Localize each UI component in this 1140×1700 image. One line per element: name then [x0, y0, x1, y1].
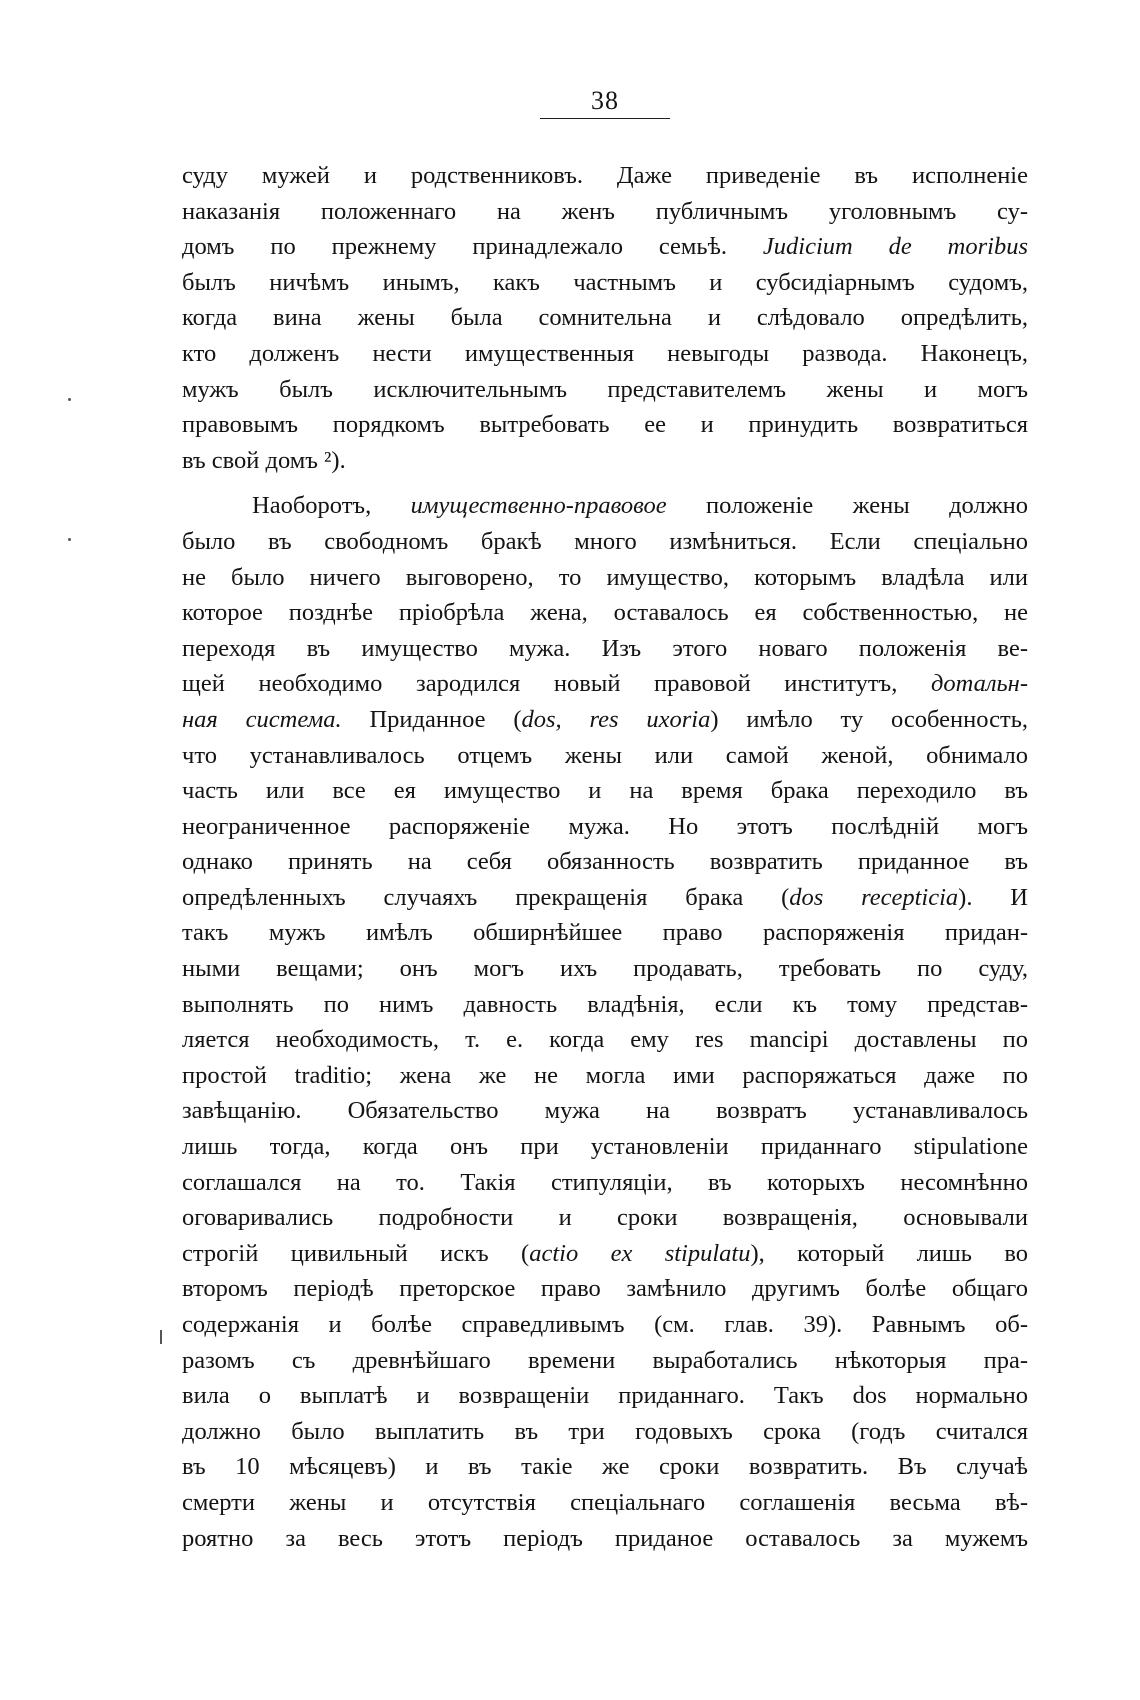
text-run: было въ свободномъ бракѣ много измѣниться. Если спеціально	[182, 527, 1028, 555]
text-line	[182, 524, 1028, 560]
text-line	[182, 229, 1028, 265]
text-run: Приданное (	[341, 705, 522, 733]
text-line	[182, 300, 1028, 336]
text-run: что устанавливалось отцемъ жены или самой женой, обнимало	[182, 741, 1028, 769]
text-line	[182, 443, 1028, 479]
text-line	[182, 738, 1028, 774]
text-run: завѣщанію. Обязательство мужа на возвратъ устанавливалось	[182, 1097, 1028, 1125]
text-line	[182, 987, 1028, 1023]
text-line	[182, 1378, 1028, 1414]
body-text	[182, 158, 1028, 1556]
text-line	[182, 773, 1028, 809]
text-run: въ 10 мѣсяцевъ) и въ такіе же сроки возвратить. Въ случаѣ	[182, 1453, 1028, 1481]
text-line	[182, 702, 1028, 738]
text-line	[182, 158, 1028, 194]
text-run: содержанія и болѣе справедливымъ (см. глав. 39). Равнымъ об-	[182, 1311, 1028, 1338]
text-run: часть или все ея имущество и на время брака переходило въ	[182, 777, 1028, 805]
text-line	[182, 336, 1028, 372]
text-line	[182, 1165, 1028, 1201]
text-line	[182, 1414, 1028, 1450]
text-run: былъ ничѣмъ инымъ, какъ частнымъ и субсидіарнымъ судомъ,	[182, 268, 1028, 296]
text-run: ляется необходимость, т. е. когда ему res mancipi доставлены по	[182, 1026, 1028, 1054]
text-line	[182, 880, 1028, 916]
text-line	[182, 1200, 1028, 1236]
margin-speck	[160, 1330, 162, 1344]
page-number: 38	[591, 86, 619, 115]
text-run: ными вещами; онъ могъ ихъ продавать, требовать по суду,	[182, 955, 1028, 983]
text-line	[182, 1236, 1028, 1272]
italic-run: Judicium de moribus	[762, 233, 1028, 261]
text-line	[182, 915, 1028, 951]
italic-run: dos, res uxoria	[521, 705, 711, 733]
text-run: ). И	[958, 883, 1028, 911]
text-line	[182, 1343, 1028, 1379]
text-line	[182, 1271, 1028, 1307]
italic-run: actio ex stipulatu	[529, 1239, 751, 1267]
margin-speck	[68, 398, 71, 401]
italic-run: имущественно-правовое	[410, 492, 667, 520]
text-run: строгій цивильный искъ (	[182, 1239, 530, 1267]
text-line	[182, 1058, 1028, 1094]
text-run: домъ по прежнему принадлежало семьѣ.	[182, 233, 763, 261]
text-run: неограниченное распоряженіе мужа. Но этотъ послѣдній могъ	[182, 812, 1028, 840]
text-run: опредѣленныхъ случаяхъ прекращенія брака (	[182, 883, 790, 911]
margin-speck	[68, 538, 71, 541]
text-line	[182, 631, 1028, 667]
text-line	[182, 488, 1028, 524]
text-line	[182, 1485, 1028, 1521]
text-line	[182, 951, 1028, 987]
text-line	[182, 194, 1028, 230]
text-run: не было ничего выговорено, то имущество, которымъ владѣла или	[182, 563, 1028, 591]
text-line	[182, 1307, 1028, 1343]
text-line	[182, 809, 1028, 845]
text-line	[182, 1093, 1028, 1129]
italic-run: дотальн-	[930, 670, 1028, 698]
text-run: вила о выплатѣ и возвращеніи приданнаго. Такъ dos нормально	[182, 1382, 1028, 1410]
text-line	[182, 666, 1028, 702]
text-run: второмъ періодѣ преторское право замѣнило другимъ болѣе общаго	[182, 1275, 1028, 1303]
text-run: простой traditio; жена же не могла ими распоряжаться даже по	[182, 1061, 1028, 1089]
text-line	[182, 372, 1028, 408]
italic-run: ная система.	[182, 705, 342, 733]
text-line	[182, 265, 1028, 301]
text-run: однако принять на себя обязанность возвратить приданное въ	[182, 848, 1028, 876]
page-number-rule	[540, 118, 670, 119]
text-run: такъ мужъ имѣлъ обширнѣйшее право распоряженія придан-	[182, 919, 1028, 947]
text-run: ) имѣло ту особенность,	[710, 705, 1028, 733]
text-line	[182, 407, 1028, 443]
text-line	[182, 1449, 1028, 1485]
text-run: суду мужей и родственниковъ. Даже приведеніе въ исполненіе	[182, 162, 1028, 189]
text-line	[182, 560, 1028, 596]
text-run: въ свой домъ ²).	[182, 446, 346, 474]
text-run: которое позднѣе пріобрѣла жена, оставалось ея собственностью, не	[182, 599, 1028, 627]
text-run: правовымъ порядкомъ вытребовать ее и принудить возвратиться	[182, 411, 1028, 439]
text-run: должно было выплатить въ три годовыхъ срока (годъ считался	[182, 1417, 1028, 1445]
text-run: переходя въ имущество мужа. Изъ этого новаго положенія ве-	[182, 634, 1028, 662]
text-line	[182, 1022, 1028, 1058]
text-run: ), который лишь во	[750, 1239, 1028, 1267]
text-run: смерти жены и отсутствія спеціальнаго соглашенія весьма вѣ-	[182, 1488, 1028, 1516]
text-run: кто долженъ нести имущественныя невыгоды развода. Наконецъ,	[182, 339, 1028, 367]
text-run: когда вина жены была сомнительна и слѣдовало опредѣлить,	[182, 304, 1028, 332]
text-run: наказанія положеннаго на женъ публичнымъ уголовнымъ су-	[182, 197, 1028, 225]
text-run: роятно за весь этотъ періодъ приданое оставалось за мужемъ	[182, 1524, 1028, 1552]
text-run: оговаривались подробности и сроки возвращенія, основывали	[182, 1204, 1028, 1232]
text-line	[182, 1129, 1028, 1165]
text-run: Наоборотъ,	[252, 492, 411, 520]
text-run: выполнять по нимъ давность владѣнія, если къ тому представ-	[182, 990, 1028, 1018]
text-run: разомъ съ древнѣйшаго времени выработались нѣкоторыя пра-	[182, 1346, 1028, 1374]
text-line	[182, 844, 1028, 880]
text-line	[182, 595, 1028, 631]
text-run: положеніе жены должно	[666, 492, 1028, 520]
text-run: лишь тогда, когда онъ при установленіи приданнаго stipulatione	[182, 1133, 1028, 1161]
text-run: мужъ былъ исключительнымъ представителемъ жены и могъ	[182, 375, 1028, 403]
text-run: щей необходимо зародился новый правовой институтъ,	[182, 670, 931, 698]
text-line	[182, 1521, 1028, 1557]
text-run: соглашался на то. Такія стипуляціи, въ которыхъ несомнѣнно	[182, 1168, 1028, 1196]
italic-run: dos recepticia	[789, 883, 959, 911]
